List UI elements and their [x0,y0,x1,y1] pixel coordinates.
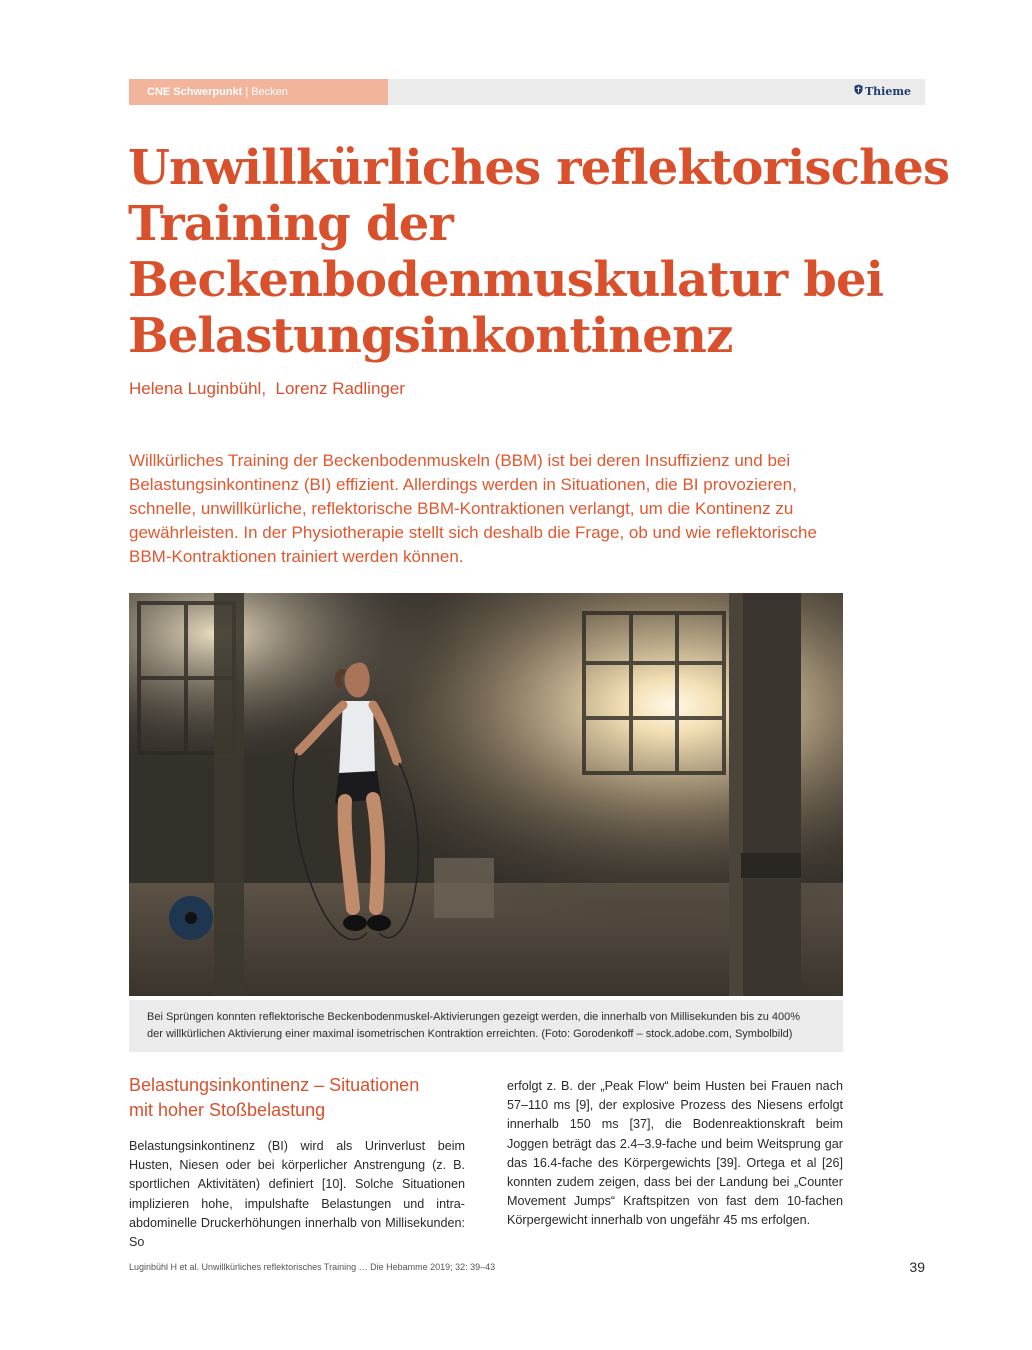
section-label [129,79,388,105]
title-line: Belastungsinkontinenz [128,308,733,364]
subsection-name: Becken [251,86,288,98]
publisher-name: Thieme [865,85,911,98]
article-lead: Willkürliches Training der Beckenbodenmuskeln (BBM) ist bei deren Insuffizienz und bei Belastungsinkontinenz (BI) effizient. Allerdings werden in Situationen, die BI provozieren, schnelle, unwillkürliche, reflektorische BBM-Kontraktionen verlangt, um die Kontinenz zu gewährleisten. In der Physiotherapie stellt sich deshalb die Frage, ob und wie reflektorische BBM-Kontraktionen trainiert werden können. [129,451,817,566]
section-heading [129,1073,465,1123]
right-column [507,1077,843,1231]
section-heading-line: mit hoher Stoßbelastung [129,1100,326,1120]
footer-citation: Luginbühl H et al. Unwillkürliches reflektorisches Training … Die Hebamme 2019; 32: 39–43 [129,1262,496,1272]
caption-line: Bei Sprüngen konnten reflektorische Beckenbodenmuskel-Aktivierungen gezeigt werden, die innerhalb von Millisekunden bis zu 400% [147,1011,801,1023]
left-column [129,1073,465,1252]
section-name: CNE Schwerpunkt [147,86,243,98]
article-title [128,140,968,364]
page-number: 39 [909,1259,925,1275]
title-line: Unwillkürliches reflektorisches [128,140,950,196]
section-separator: | [245,86,249,98]
publisher-logo-icon [854,79,863,105]
caption-line: der willkürlichen Aktivierung einer maximal isometrischen Kontraktion erreichten. (Foto: Gorodenkoff – stock.adobe.com, Symbolbild) [147,1028,793,1040]
publisher-brand [854,79,911,105]
section-heading-line: Belastungsinkontinenz – Situationen [129,1075,420,1095]
photo-caption [129,1000,843,1052]
header-bar [129,79,925,105]
body-paragraph: Belastungsinkontinenz (BI) wird als Urinverlust beim Husten, Niesen oder bei körperlicher Anstrengung (z. B. sportlichen Aktivitäten) definiert [10]. Solche Situationen implizieren hohe, impulshafte Belastungen und intra-abdominelle Druckerhöhungen innerhalb von Millisekunden: So [129,1139,465,1250]
article-authors: Helena Luginbühl, Lorenz Radlinger [129,379,405,398]
title-line: Beckenbodenmuskulatur bei [128,252,884,308]
article-photo [129,593,843,996]
photo-illustration [129,593,843,996]
body-paragraph: erfolgt z. B. der „Peak Flow“ beim Husten bei Frauen nach 57–110 ms [9], der explosive Prozess des Niesens erfolgt innerhalb 150 ms [37], die Bodenreaktionskraft beim Joggen beträgt das 2.4–3.9-fache und beim Weitsprung gar das 16.4-fache des Körpergewichts [39]. Ortega et al [26] konnten zudem zeigen, dass bei der Landung bei „Counter Movement Jumps“ Kraftspitzen von fast dem 10-fachen Körpergewicht innerhalb von ungefähr 45 ms erfolgen. [507,1079,843,1228]
title-line: Training der [128,196,453,252]
